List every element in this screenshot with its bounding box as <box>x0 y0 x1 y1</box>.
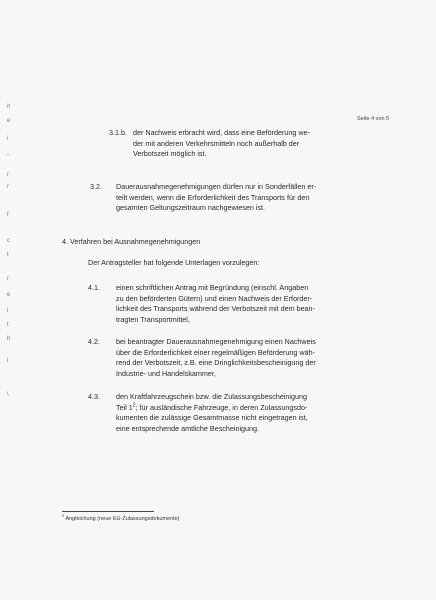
text-line: tragten Transportmittel, <box>116 314 190 324</box>
section-4-intro: Der Antragsteller hat folgende Unterlagen vorzulegen: <box>88 258 260 267</box>
margin-fragment: h <box>7 336 11 342</box>
margin-fragment: r <box>7 172 9 178</box>
margin-fragment: r <box>7 276 9 282</box>
item-text-4-1 <box>116 283 315 325</box>
text-line: teilt werden, wenn die Erforderlichkeit des Transports für den <box>116 192 310 202</box>
margin-fragment: i <box>7 358 9 364</box>
item-text-4-3 <box>116 392 308 434</box>
section-4-heading: 4. Verfahren bei Ausnahmegenehmigungen <box>62 237 201 246</box>
text-line: rend der Verbotszeit, z.B. eine Dringlichkeitsbescheinigung der <box>116 358 316 367</box>
margin-fragment: r <box>7 184 9 190</box>
text-fragment: Teil 1 <box>116 402 133 412</box>
item-number-4-1: 4.1. <box>88 283 100 292</box>
text-line: bei beantragter Dauerausnahmegenehmigung einen Nachweis <box>116 337 316 346</box>
item-number-3-1-b: 3.1.b. <box>109 128 127 137</box>
footnote-text: Angleichung (neue EU-Zulassungsdokumente) <box>64 516 180 522</box>
item-text-3-1-b <box>133 128 310 160</box>
margin-fragment: e <box>7 118 11 124</box>
footnote-number: 2 <box>62 513 65 519</box>
text-line: der mit anderen Verkehrsmitteln noch außerhalb der <box>133 138 300 148</box>
text-line: Dauerausnahmegenehmigungen dürfen nur in Sonderfällen er- <box>116 182 317 191</box>
page-number: Seite 4 von 5 <box>357 116 390 122</box>
text-line: kumenten die zulässige Gesamtmasse nicht eingetragen ist, <box>116 413 308 422</box>
text-line: einen schriftlichen Antrag mit Begründung (einschl. Angaben <box>116 283 309 292</box>
text-line: den Kraftfahrzeugschein bzw. die Zulassungsbescheinigung <box>116 392 307 401</box>
text-line: Industrie- und Handelskammer, <box>116 368 216 378</box>
text-line: der Nachweis erbracht wird, dass eine Beförderung we- <box>133 128 310 137</box>
text-line: über die Erforderlichkeit einer regelmäßigen Beförderung wäh- <box>116 347 315 357</box>
margin-fragment: e <box>7 292 11 298</box>
text-fragment: ; für ausländische Fahrzeuge, in deren Zulassungsdo- <box>135 402 308 412</box>
margin-fragment: t <box>7 322 9 328</box>
item-number-4-3: 4.3. <box>88 392 100 401</box>
text-line: gesamten Geltungszeitraum nachgewiesen ist. <box>116 203 266 212</box>
text-line: lichkeit des Transports während der Verbotszeit mit dem bean- <box>116 304 315 313</box>
margin-fragment: it <box>7 104 10 110</box>
left-margin-bleed <box>7 96 17 396</box>
text-line: zu den beförderten Gütern) und einen Nachweis der Erforder- <box>116 293 313 303</box>
margin-fragment: i <box>7 308 9 314</box>
margin-fragment: - <box>7 152 9 158</box>
margin-fragment: c <box>7 238 10 244</box>
footnote-divider <box>62 511 154 512</box>
margin-fragment: i <box>7 136 9 142</box>
footnote-marker: 2 <box>132 402 136 409</box>
item-number-3-2: 3.2. <box>90 182 102 191</box>
footnote <box>62 513 180 522</box>
text-line <box>116 403 308 414</box>
text-line: eine entsprechende amtliche Bescheinigung. <box>116 423 260 433</box>
margin-fragment: t <box>7 252 9 258</box>
margin-fragment: f <box>7 212 9 218</box>
text-line: Verbotszeit möglich ist. <box>133 149 207 158</box>
margin-fragment: \ <box>7 392 9 398</box>
item-text-4-2 <box>116 337 316 379</box>
item-number-4-2: 4.2. <box>88 337 100 346</box>
item-text-3-2 <box>116 182 316 214</box>
